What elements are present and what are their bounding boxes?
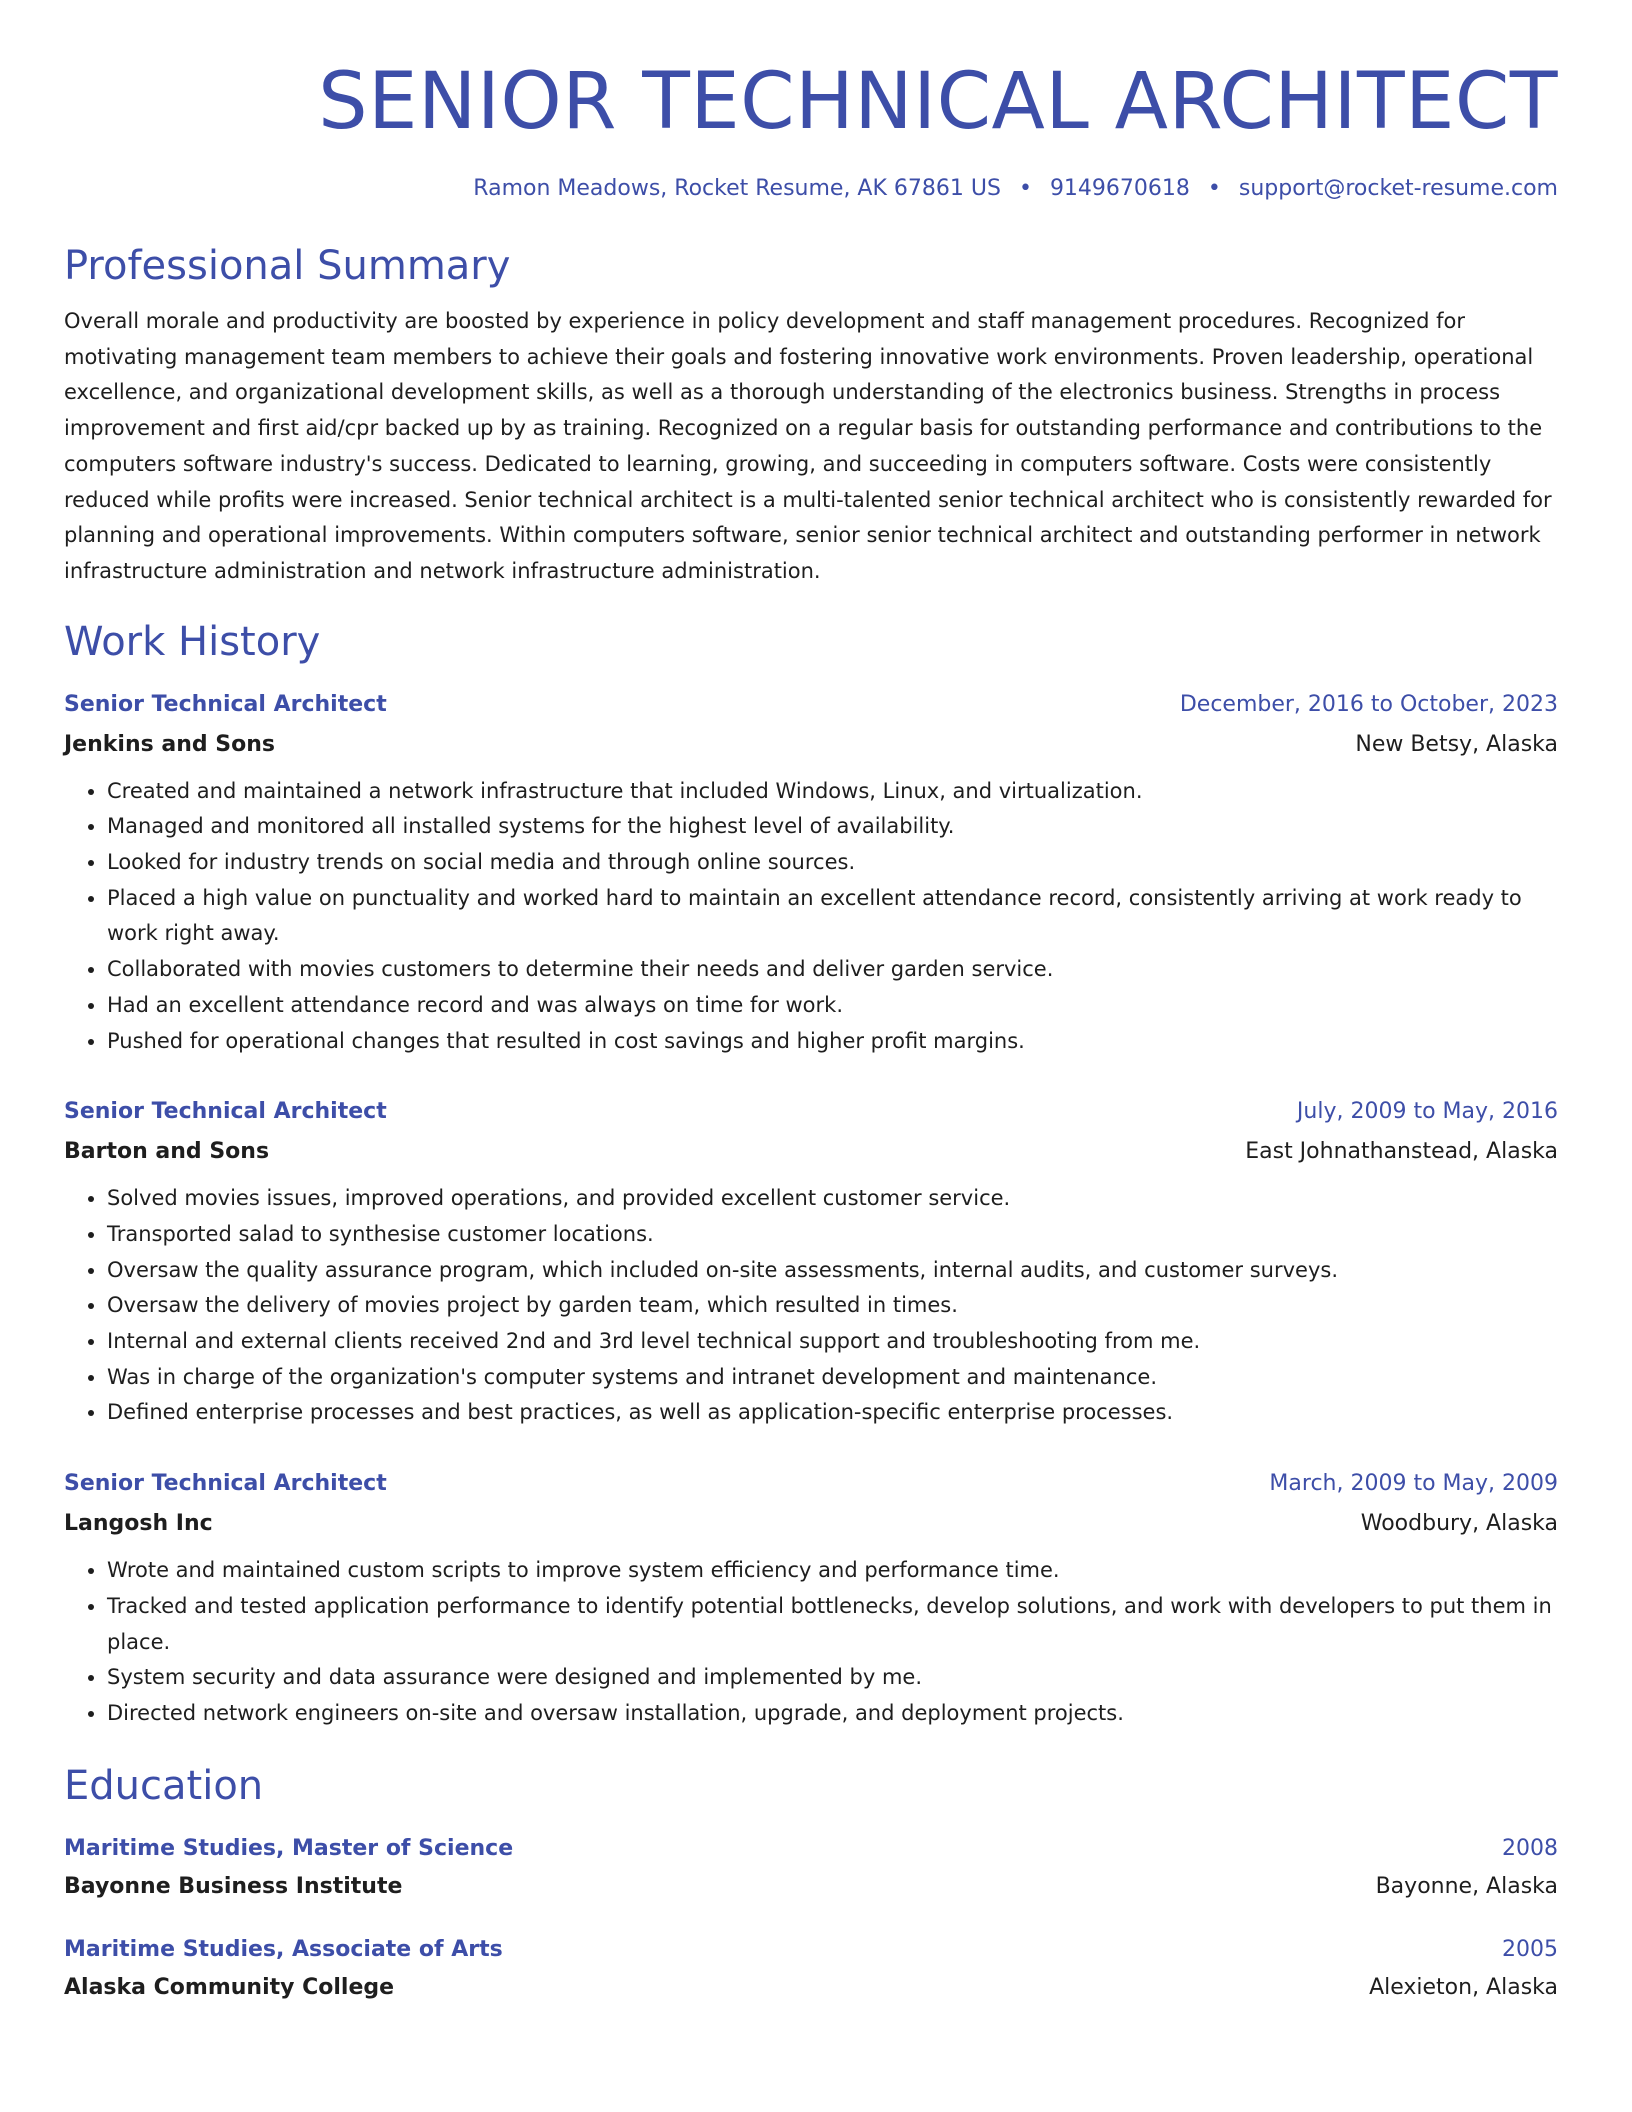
job-bullet: • Oversaw the delivery of movies project by garden team, which resulted in times. [107,1288,1558,1324]
resume-title: SENIOR TECHNICAL ARCHITECT [318,57,1558,147]
job-bullets [64,774,1558,1060]
job-bullets [64,1553,1558,1732]
education-location: Bayonne, Alaska [1375,1873,1558,1899]
education-header-row [64,1834,1558,1864]
job-company-row [64,730,1558,760]
education-school: Alaska Community College [64,1974,395,2000]
job-company: Barton and Sons [64,1139,270,1165]
education-header-row [64,1935,1558,1965]
job-bullet: • Transported salad to synthesise customer locations. [107,1217,1558,1253]
education-school-row [64,1973,1558,2003]
contact-separator: • [1207,176,1221,201]
resume-page [64,0,1558,2003]
job-company: Jenkins and Sons [64,731,275,757]
summary-heading: Professional Summary [64,243,511,289]
job-bullet: • Collaborated with movies customers to determine their needs and deliver garden service. [107,952,1558,988]
education-entry [64,1834,1558,1902]
job-bullet: • Tracked and tested application performance to identify potential bottlenecks, develop solutions, and work with developers to put them in place. [107,1589,1558,1660]
education-year: 2008 [1502,1835,1558,1861]
job-location: East Johnathanstead, Alaska [1245,1139,1558,1165]
job-header-row [64,1469,1558,1499]
education-school: Bayonne Business Institute [64,1873,403,1899]
contact-separator: • [1018,176,1032,201]
job-location: New Betsy, Alaska [1355,731,1558,757]
job-company-row [64,1509,1558,1539]
job-bullet: • Had an excellent attendance record and was always on time for work. [107,988,1558,1024]
job-bullet: • Looked for industry trends on social media and through online sources. [107,845,1558,881]
education-entry [64,1935,1558,2003]
education-heading: Education [64,1762,264,1809]
summary-text: Overall morale and productivity are boosted by experience in policy development and staff management procedures. Recognized for motivating management team members to achieve their goals and fostering innovative work environments. Proven leadership, operational excellence, and organizational development skills, as well as a thorough understanding of the electronics business. Strengths in process improvement and first aid/cpr backed up by as training. Recognized on a regular basis for outstanding performance and contributions to the computers software industry's success. Dedicated to learning, growing, and succeeding in computers software. Costs were consistently reduced while profits were increased. Senior technical architect is a multi-talented senior technical architect who is consistently rewarded for planning and operational improvements. Within computers software, senior senior technical architect and outstanding performer in network infrastructure administration and network infrastructure administration. [64,309,1552,583]
contact-email: support@rocket-resume.com [1238,176,1558,201]
job-bullet: • Managed and monitored all installed systems for the highest level of availability. [107,809,1558,845]
contact-phone: 9149670618 [1049,176,1190,201]
job-company-row [64,1137,1558,1167]
job-bullet: • Was in charge of the organization's computer systems and intranet development and maintenance. [107,1360,1558,1396]
contact-line [64,174,1558,204]
job-bullet: • Wrote and maintained custom scripts to improve system efficiency and performance time. [107,1553,1558,1589]
job-entry [64,1469,1558,1732]
job-title: Senior Technical Architect [64,1099,387,1125]
job-bullet: • Placed a high value on punctuality and worked hard to maintain an excellent attendance record, consistently arriving at work ready to work right away. [107,881,1558,952]
job-header-row [64,690,1558,720]
job-bullet: • Internal and external clients received 2nd and 3rd level technical support and troubleshooting from me. [107,1324,1558,1360]
education-year: 2005 [1502,1936,1558,1962]
job-bullet: • Pushed for operational changes that resulted in cost savings and higher profit margins. [107,1024,1558,1060]
job-bullets [64,1181,1558,1431]
job-entry [64,690,1558,1060]
job-company: Langosh Inc [64,1511,213,1537]
job-dates: December, 2016 to October, 2023 [1179,691,1558,717]
job-bullet: • System security and data assurance were designed and implemented by me. [107,1660,1558,1696]
job-bullet: • Directed network engineers on-site and oversaw installation, upgrade, and deployment projects. [107,1696,1558,1732]
job-bullet: • Solved movies issues, improved operations, and provided excellent customer service. [107,1181,1558,1217]
work-history-heading: Work History [64,618,321,665]
resume-header [64,0,1558,204]
education-degree: Maritime Studies, Associate of Arts [64,1936,503,1962]
job-header-row [64,1097,1558,1127]
education-school-row [64,1872,1558,1902]
job-dates: July, 2009 to May, 2016 [1296,1099,1558,1125]
contact-address: Ramon Meadows, Rocket Resume, AK 67861 US [473,176,1001,201]
job-bullet: • Oversaw the quality assurance program, which included on-site assessments, internal audits, and customer surveys. [107,1253,1558,1289]
education-location: Alexieton, Alaska [1369,1974,1558,2000]
job-entry [64,1097,1558,1431]
job-title: Senior Technical Architect [64,1471,387,1497]
education-degree: Maritime Studies, Master of Science [64,1835,514,1861]
job-bullet: • Created and maintained a network infrastructure that included Windows, Linux, and virtualization. [107,774,1558,810]
job-dates: March, 2009 to May, 2009 [1269,1471,1558,1497]
job-location: Woodbury, Alaska [1360,1511,1558,1537]
job-bullet: • Defined enterprise processes and best practices, as well as application-specific enterprise processes. [107,1395,1558,1431]
job-title: Senior Technical Architect [64,691,387,717]
